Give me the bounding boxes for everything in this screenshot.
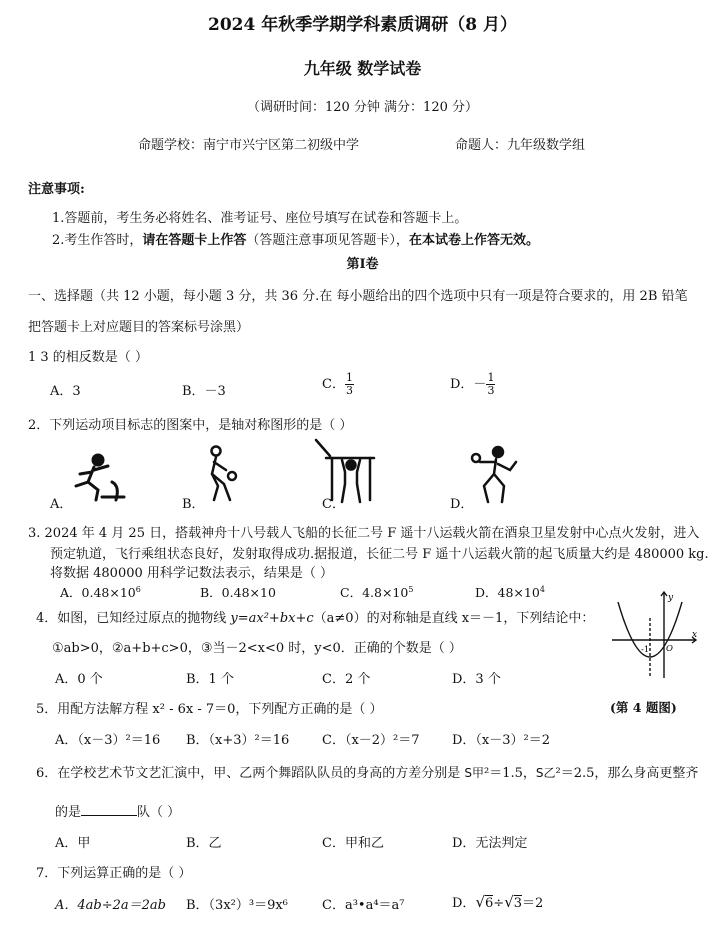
- q7-option-d: [452, 892, 543, 911]
- exam-author: 命题人：九年级数学组: [455, 138, 586, 153]
- q3-option-a: [60, 583, 141, 601]
- q1-option-d-fraction: [486, 372, 495, 397]
- q6-answer-blank[interactable]: [81, 815, 137, 816]
- q4-condition: （a≠0）: [313, 611, 367, 626]
- exam-school: 命题学校：南宁市兴宁区第二初级中学: [138, 138, 360, 153]
- q6-variance-yi: S乙: [535, 766, 556, 780]
- q1-option-d-label: D．－: [450, 377, 487, 392]
- q6-line1-pre: 6．在学校艺术节文艺汇演中，甲、乙两个舞蹈队队员的身高的方差分别是: [36, 766, 465, 781]
- q6-option-b: B．乙: [186, 836, 222, 851]
- weightlifting-pictogram-icon: [312, 438, 382, 508]
- q1-option-c: [322, 372, 354, 397]
- q2-option-c: C．: [322, 497, 345, 512]
- q7-option-c: C．a³•a⁴＝a⁷: [322, 898, 405, 913]
- notice-item-2: [52, 229, 539, 248]
- q6-option-c: C．甲和乙: [322, 836, 384, 851]
- q4-line1-post: 的对称轴是直线 x＝－1，下列结论中：: [366, 611, 595, 626]
- q1-option-c-label: C．: [322, 377, 345, 392]
- q5-option-a: A．（x－3）²＝16: [55, 733, 161, 748]
- q6-line2: [55, 801, 180, 820]
- q7-option-a: A．4ab÷2a＝2ab: [55, 898, 166, 913]
- q3-option-a-exp: 6: [135, 584, 141, 594]
- q1-d-denominator: 3: [487, 384, 495, 397]
- q7-radicand-2: 3: [513, 896, 523, 911]
- q6-line2-post: 队（ ）: [137, 805, 181, 820]
- q1-c-denominator: 3: [345, 384, 353, 397]
- q1-c-numerator: 1: [345, 371, 353, 384]
- q3-line1: 3. 2024 年 4 月 25 日，搭载神舟十八号载人飞船的长征二号 F 遥十八运载火箭在酒泉卫星发射中心点火发射，进入: [28, 526, 700, 541]
- q6-value-jia: ²＝1.5，: [484, 766, 536, 781]
- q7-option-b: B．（3x²）³＝9x⁶: [186, 898, 288, 913]
- q6-value-yi: ²＝2.5，那么身高更整齐: [555, 766, 699, 781]
- q3-option-c-exp: 5: [408, 584, 414, 594]
- exam-time-info: （调研时间：120 分钟 满分：120 分）: [246, 100, 479, 115]
- q7-divide-sign: ÷: [493, 896, 505, 911]
- q5-option-b: B．（x+3）²＝16: [186, 733, 290, 748]
- parabola-figure: [608, 588, 700, 680]
- volume-heading: 第Ⅰ卷: [346, 257, 379, 272]
- ball-player-pictogram-icon: [196, 444, 246, 504]
- q7-stem: 7．下列运算正确的是（ ）: [36, 866, 192, 881]
- notice-item-2-mid: （答题注意事项见答题卡），: [246, 233, 409, 248]
- section-intro-line1: 一、选择题（共 12 小题，每小题 3 分，共 36 分.在 每小题给出的四个选项中只有一项是符合要求的，用 2B 铅笔: [28, 289, 688, 304]
- q3-option-a-text: A．0.48×10: [60, 585, 136, 600]
- notice-item-2-pre: 2.考生作答时，: [52, 233, 143, 248]
- q7-option-d-label: D．: [452, 896, 476, 911]
- q4-line2: ①ab>0，②a+b+c>0，③当－2<x<0 时，y<0．正确的个数是（ ）: [52, 641, 462, 656]
- q2-stem: 2．下列运动项目标志的图案中，是轴对称图形的是（ ）: [28, 418, 353, 433]
- notice-item-1: 1.答题前，考生务必将姓名、准考证号、座位号填写在试卷和答题卡上。: [52, 211, 468, 226]
- q4-option-d: D．3 个: [452, 672, 501, 687]
- q2-option-b: B．: [182, 497, 205, 512]
- q4-line1-pre: 4．如图，已知经过原点的抛物线: [36, 611, 231, 626]
- q1-option-d: [450, 372, 495, 397]
- q3-option-c-text: C．4.8×10: [340, 585, 409, 600]
- q3-line2: 预定轨道，飞行乘组状态良好，发射取得成功.据报道，长征二号 F 遥十八运载火箭的起飞质量大约是 480000 kg.: [50, 547, 709, 562]
- table-tennis-pictogram-icon: [466, 444, 526, 506]
- notice-heading: 注意事项:: [28, 182, 85, 197]
- x-axis-label: x: [692, 630, 698, 640]
- q2-option-d: D．: [450, 497, 474, 512]
- q6-line2-pre: 的是: [55, 805, 82, 820]
- q3-option-d-exp: 4: [539, 584, 545, 594]
- q4-figure-caption: (第 4 题图): [610, 700, 677, 715]
- q5-option-d: D．（x－3）²＝2: [452, 733, 551, 748]
- running-pictogram-icon: [68, 452, 128, 507]
- q6-line1: [36, 762, 698, 781]
- q1-option-c-fraction: [345, 372, 354, 397]
- q3-line3: 将数据 480000 用科学记数法表示，结果是（ ）: [50, 566, 334, 581]
- exam-subtitle: 九年级 数学试卷: [303, 59, 422, 78]
- q3-option-b: B．0.48×10: [200, 585, 276, 600]
- label-neg1: -1: [641, 645, 650, 655]
- q6-option-a: A．甲: [55, 836, 91, 851]
- q4-option-c: C．2 个: [322, 672, 371, 687]
- label-origin: O: [666, 644, 673, 654]
- q6-option-d: D．无法判定: [452, 836, 528, 851]
- q3-option-d-text: D．48×10: [475, 585, 540, 600]
- q1-option-b: B．－3: [182, 384, 226, 399]
- q2-option-a: A．: [50, 497, 73, 512]
- q4-equation: y=ax²+bx+c: [230, 611, 314, 626]
- q3-option-c: [340, 583, 413, 601]
- y-axis-label: y: [668, 593, 674, 603]
- notice-item-2-bold1: 请在答题卡上作答: [142, 233, 247, 248]
- section-intro-line2: 把答题卡上对应题目的答案标号涂黑）: [28, 320, 250, 335]
- q1-stem: 1 3 的相反数是（ ）: [28, 350, 148, 365]
- q7-radicand-1: 6: [485, 896, 494, 911]
- q1-d-numerator: 1: [487, 371, 495, 384]
- q7-option-d-result: ＝2: [522, 896, 544, 911]
- notice-item-2-bold2: 在本试卷上作答无效。: [408, 233, 539, 248]
- q4-option-b: B．1 个: [186, 672, 234, 687]
- q3-option-d: [475, 583, 545, 601]
- q6-variance-jia: S甲: [464, 766, 485, 780]
- sqrt-icon: √: [475, 893, 485, 911]
- q4-line1: [36, 607, 594, 626]
- q4-option-a: A．0 个: [55, 672, 103, 687]
- q1-option-a: A．3: [50, 384, 81, 399]
- q5-stem: 5．用配方法解方程 x² - 6x - 7＝0，下列配方正确的是（ ）: [36, 702, 383, 717]
- q5-option-c: C．（x－2）²＝7: [322, 733, 420, 748]
- exam-title: 2024 年秋季学期学科素质调研（8 月）: [208, 15, 517, 35]
- sqrt-icon: √: [504, 893, 514, 911]
